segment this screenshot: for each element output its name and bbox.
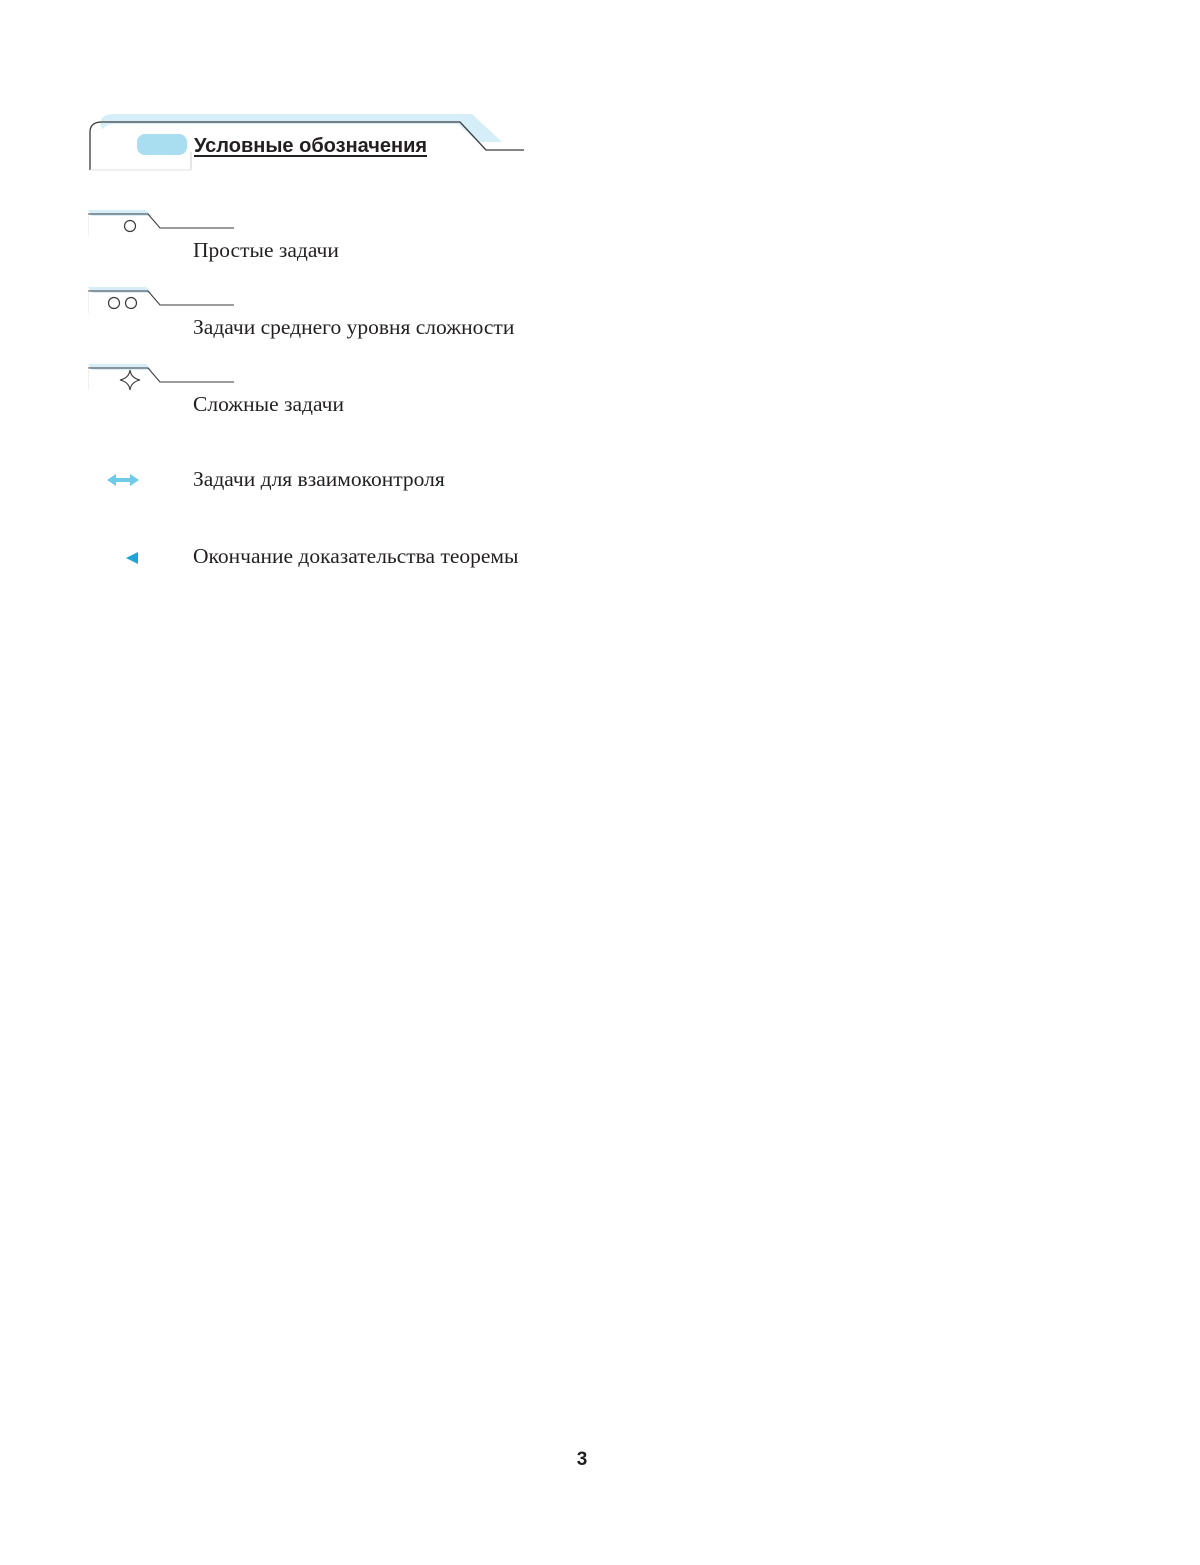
legend-item-mutual-control bbox=[0, 465, 1200, 505]
left-triangle-icon bbox=[126, 551, 138, 569]
legend-item-proof-end bbox=[0, 542, 1200, 582]
legend-title: Условные обозначения bbox=[194, 135, 428, 157]
double-arrow-icon bbox=[107, 473, 139, 491]
double-circle-icon bbox=[106, 295, 140, 316]
single-circle-icon bbox=[122, 218, 138, 239]
legend-label-proof-end: Окончание доказательства теоремы bbox=[193, 544, 519, 568]
legend-item-medium bbox=[0, 289, 1200, 339]
legend-header bbox=[88, 112, 528, 174]
page-number: 3 bbox=[576, 1449, 588, 1470]
legend-label-simple: Простые задачи bbox=[193, 238, 339, 262]
legend-item-simple bbox=[0, 212, 1200, 262]
legend-label-hard: Сложные задачи bbox=[193, 392, 344, 416]
legend-label-medium: Задачи среднего уровня сложности bbox=[193, 315, 515, 339]
legend-label-mutual-control: Задачи для взаимоконтроля bbox=[193, 467, 445, 491]
legend-item-hard bbox=[0, 366, 1200, 416]
four-point-star-icon bbox=[119, 369, 141, 396]
